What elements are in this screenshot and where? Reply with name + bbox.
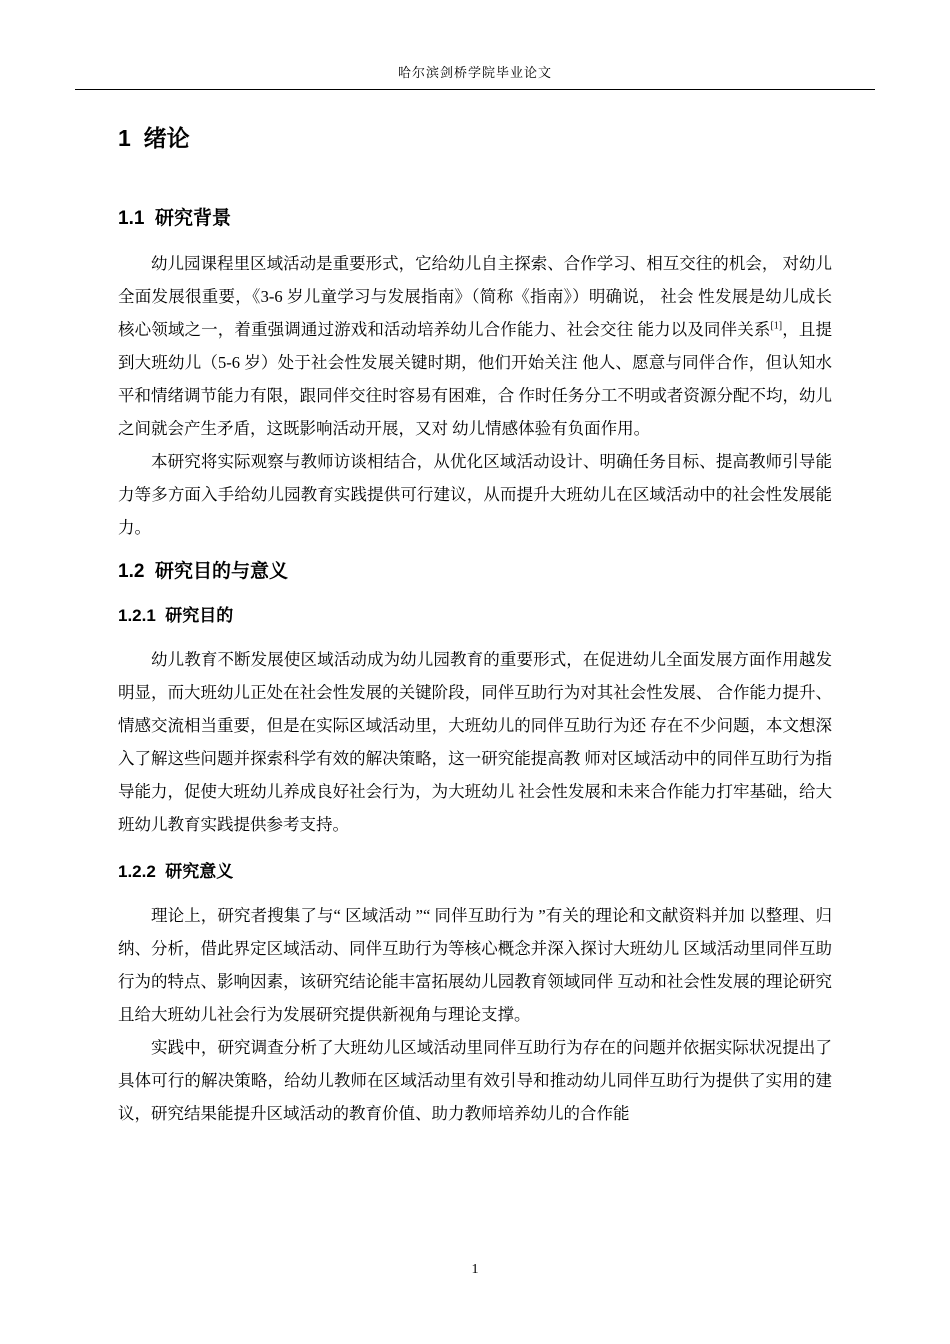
page-footer: [0, 1260, 950, 1278]
paragraph-text-segment: 幼儿园课程里区域活动是重要形式，它给幼儿自主探索、合作学习、相互交往的机会， 对幼儿全面发展很重要，《3-6 岁儿童学习与发展指南》（简称《指南》）明确说， 社会 性发展是幼儿成长核心领域之一，着重强调通过游戏和活动培养幼儿合作能力、社会交往 能力以及同伴关系: [118, 254, 832, 340]
footnote-reference-1: [1]: [770, 320, 783, 332]
paragraph-research-purpose: 幼儿教育不断发展使区域活动成为幼儿园教育的重要形式，在促进幼儿全面发展方面作用越发明显，而大班幼儿正处在社会性发展的关键阶段，同伴互助行为对其社会性发展、 合作能力提升、情感交流相当重要，但是在实际区域活动里，大班幼儿的同伴互助行为还 存在不少问题，本文想深入了解这些问题并探索科学有效的解决策略，这一研究能提高教 师对区域活动中的同伴互助行为指导能力，促使大班幼儿养成良好社会行为，为大班幼儿 社会性发展和未来合作能力打牢基础，给大班幼儿教育实践提供参考支持。: [118, 650, 832, 835]
paragraph-research-background-2: 本研究将实际观察与教师访谈相结合，从优化区域活动设计、明确任务目标、提高教师引导能力等多方面入手给幼儿园教育实践提供可行建议，从而提升大班幼儿在区域活动中的社会性发展能力。: [118, 452, 832, 538]
paragraph-text-segment: ，且提到大班幼儿（5-6 岁）处于社会性发展关键时期，他们开始关注 他人、愿意与同伴合作，但认知水平和情绪调节能力有限，跟同伴交往时容易有困难，合 作时任务分工不明或者资源分配不均，幼儿之间就会产生矛盾，这既影响活动开展，又对 幼儿情感体验有负面作用。: [118, 320, 833, 439]
page-number: 1: [471, 1262, 479, 1277]
section-1-2-2-heading: 1.2.2 研究意义: [118, 862, 234, 882]
chapter-heading: 1 绪论: [118, 125, 190, 151]
paragraph-research-background-1: [118, 247, 832, 445]
section-1-2-heading: 1.2 研究目的与意义: [118, 561, 288, 583]
page-body: [118, 124, 832, 1130]
page-header: [75, 62, 875, 90]
section-1-2-1-heading: 1.2.1 研究目的: [118, 606, 234, 626]
paragraph-research-significance-2: 实践中，研究调查分析了大班幼儿区域活动里同伴互助行为存在的问题并依据实际状况提出了具体可行的解决策略，给幼儿教师在区域活动里有效引导和推动幼儿同伴互助行为提供了实用的建议，研究结果能提升区域活动的教育价值、助力教师培养幼儿的合作能: [118, 1038, 832, 1124]
section-1-1-heading: 1.1 研究背景: [118, 207, 231, 229]
running-head-title: 哈尔滨剑桥学院毕业论文: [397, 65, 552, 80]
paragraph-research-significance-1: 理论上，研究者搜集了与“ 区域活动 ”“ 同伴互助行为 ”有关的理论和文献资料并加 以整理、归纳、分析，借此界定区域活动、同伴互助行为等核心概念并深入探讨大班幼儿 区域活动里同伴互助行为的特点、影响因素，该研究结论能丰富拓展幼儿园教育领域同伴 互动和社会性发展的理论研究且给大班幼儿社会行为发展研究提供新视角与理论支撑。: [118, 906, 833, 1025]
